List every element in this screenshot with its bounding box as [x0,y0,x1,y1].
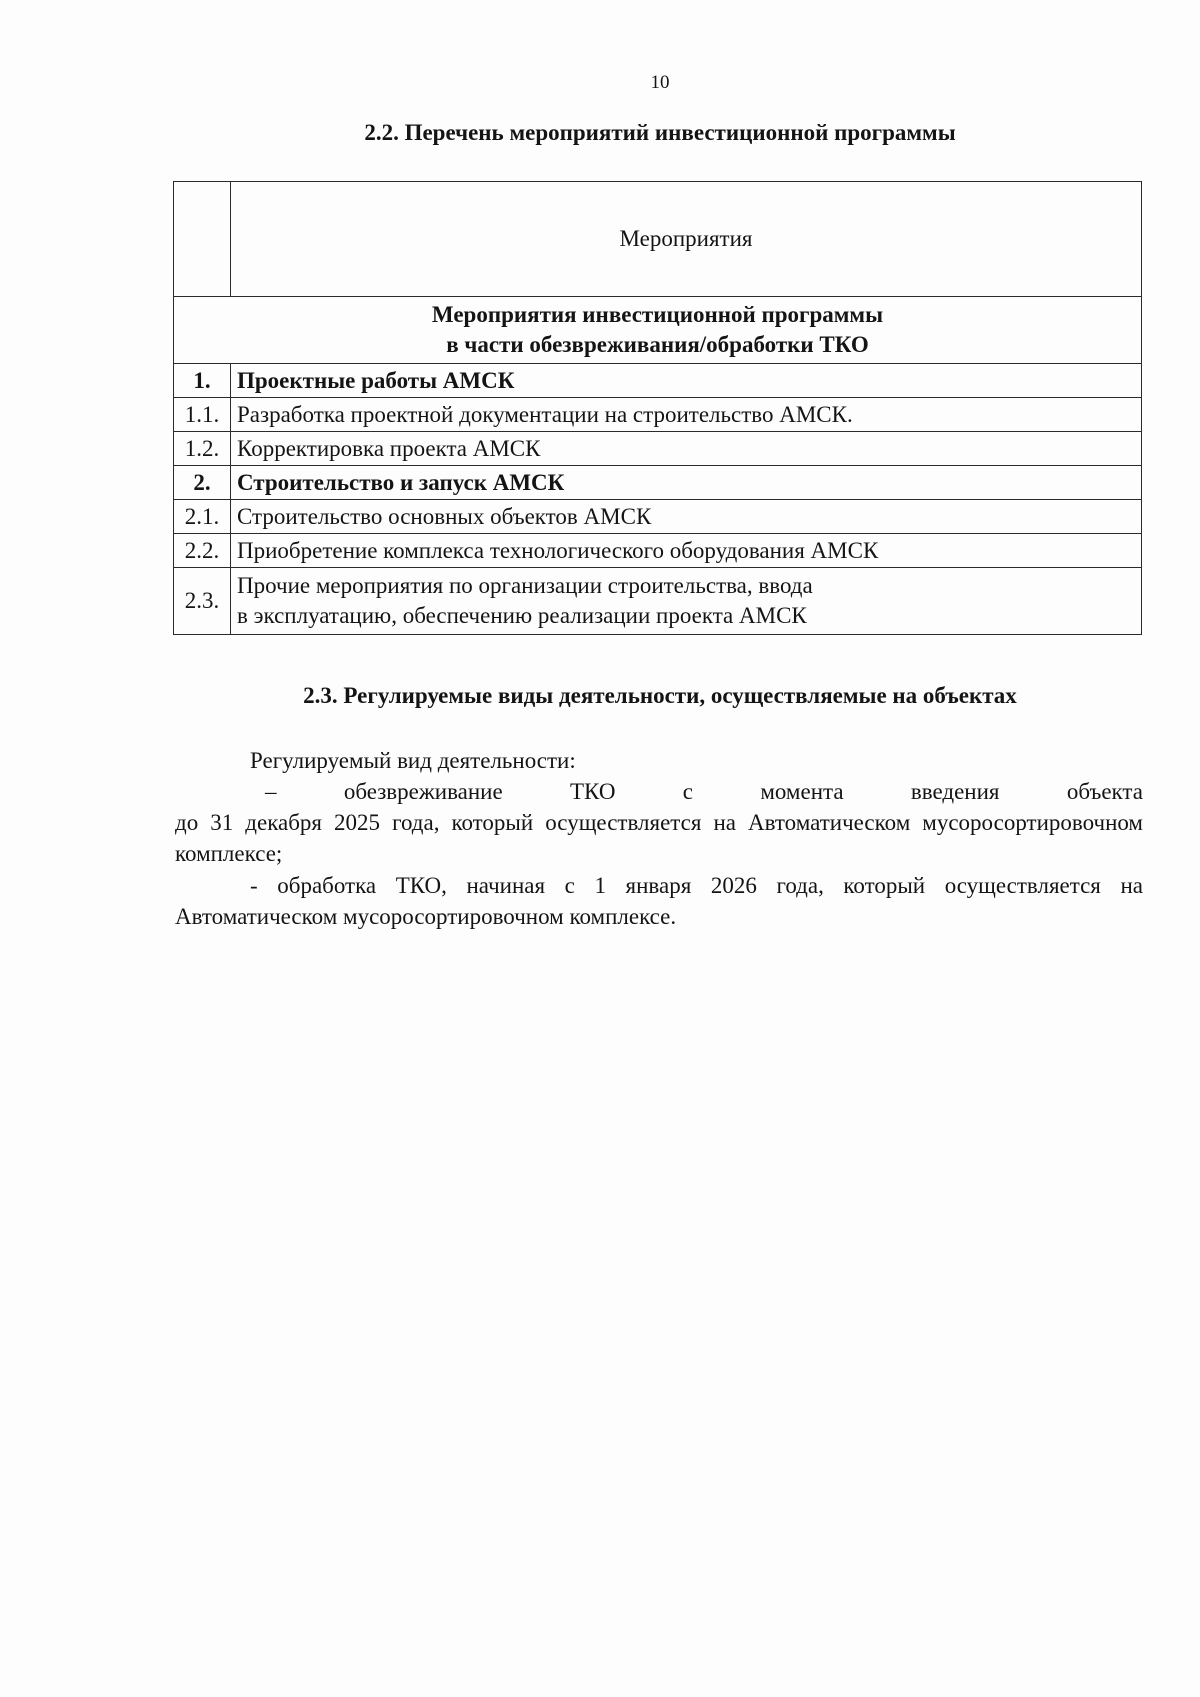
table-group-row [174,297,1142,364]
row-text: Строительство основных объектов АМСК [231,500,1142,534]
row-number: 2.1. [174,500,231,534]
table-row [174,568,1142,635]
row-text [231,568,1142,635]
group-title-line-2: в части обезвреживания/обработки ТКО [446,332,869,357]
row-text-line-2: в эксплуатацию, обеспечению реализации проекта АМСК [237,603,807,628]
table-group-title [174,297,1142,364]
table-row [174,398,1142,432]
word: обезвреживание [343,779,503,804]
table-row [174,364,1142,398]
section-title-2-3: 2.3. Регулируемые виды деятельности, осуществляемые на объектах [303,683,1017,708]
activity-item-2: - обработка ТКО, начиная с 1 января 2026 года, который осуществляется на Автоматическом мусоросортировочном комплексе. [175,873,1143,929]
row-text: Строительство и запуск АМСК [231,466,1142,500]
row-text: Разработка проектной документации на строительство АМСК. [231,398,1142,432]
row-text: Корректировка проекта АМСК [231,432,1142,466]
group-title-line-1: Мероприятия инвестиционной программы [431,302,884,327]
row-text-line-1: Прочие мероприятия по организации строительства, ввода [237,573,813,598]
table-header-row [174,182,1142,297]
page-number: 10 [650,72,670,93]
word: объекта [1066,779,1143,804]
word: – [265,779,277,804]
row-number: 1. [174,364,231,398]
word: введения [910,779,1000,804]
row-number: 1.1. [174,398,231,432]
row-number: 2. [174,466,231,500]
activity-item-1-first-line [175,776,1143,807]
activity-item-1-rest: до 31 декабря 2025 года, который осуществляется на Автоматическом мусоросортировочном комплексе; [175,810,1143,866]
word: с [682,779,693,804]
measures-table [173,181,1142,635]
table-row [174,500,1142,534]
table-row [174,534,1142,568]
row-text: Приобретение комплекса технологического оборудования АМСК [231,534,1142,568]
table-row [174,432,1142,466]
table-row [174,466,1142,500]
table-header-num-cell [174,182,231,297]
activity-item-1 [175,776,1143,869]
table-header-label: Мероприятия [231,182,1142,297]
row-number: 2.3. [174,568,231,635]
row-text: Проектные работы АМСК [231,364,1142,398]
word: момента [760,779,844,804]
section-title-2-2: 2.2. Перечень мероприятий инвестиционной программы [364,120,956,145]
word: ТКО [570,779,616,804]
row-number: 2.2. [174,534,231,568]
activity-intro: Регулируемый вид деятельности: [250,748,576,773]
row-number: 1.2. [174,432,231,466]
